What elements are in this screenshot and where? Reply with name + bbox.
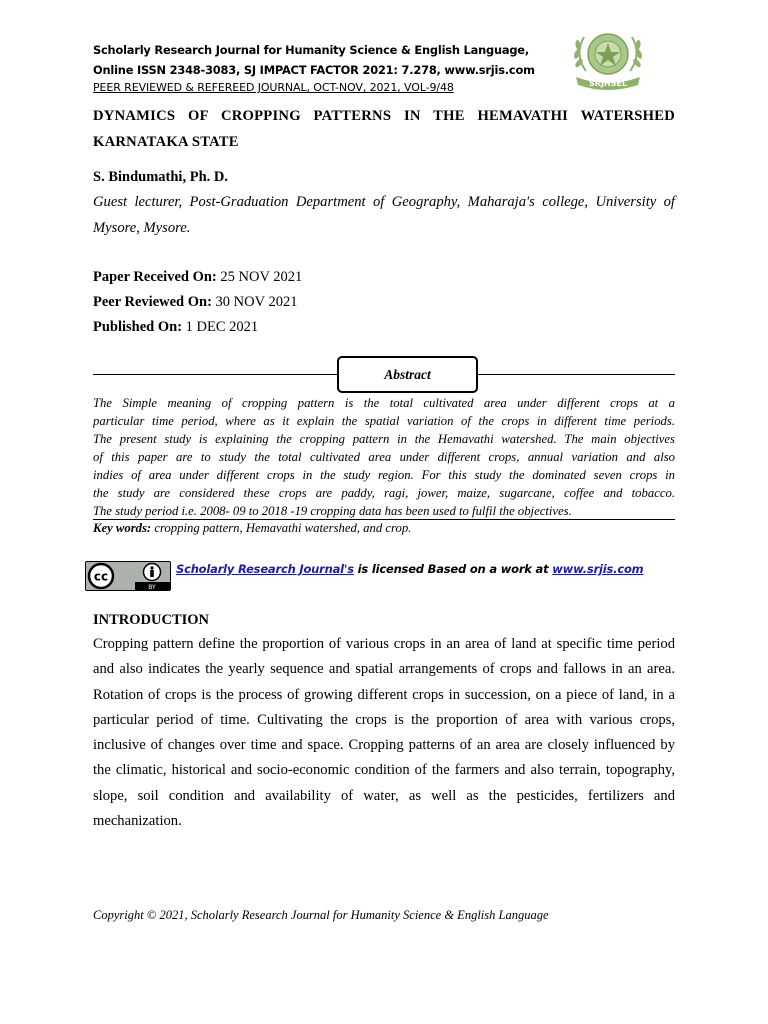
cc-badge-text: cc (93, 569, 109, 584)
published-label: Published On: (93, 319, 183, 335)
journal-issn: Online ISSN 2348-3083, SJ IMPACT FACTOR 2021: 7.278, www.srjis.com (93, 63, 535, 77)
abstract-line: The present study is explaining the cropping pattern in the Hemavathi watershed. The main objectives (93, 432, 675, 446)
published-date (93, 319, 258, 336)
license-notice (176, 562, 643, 576)
journal-license-link[interactable]: Scholarly Research Journal's (176, 562, 354, 576)
logo-text: SRJHSEL (589, 79, 627, 88)
license-middle-text: is licensed Based on a work at (353, 562, 553, 576)
abstract-heading: Abstract (337, 356, 478, 393)
abstract-bottom-rule (93, 519, 675, 520)
copyright-footer: Copyright © 2021, Scholarly Research Journal for Humanity Science & English Language (93, 908, 549, 922)
srjis-website-link[interactable]: www.srjis.com (552, 562, 644, 576)
abstract-line: of this paper are to study the total cultivated area under different crops, annual variation and also (93, 450, 675, 464)
reviewed-date (93, 294, 297, 311)
cc-by-badge[interactable] (85, 561, 171, 591)
published-value: 1 DEC 2021 (182, 319, 259, 335)
received-label: Paper Received On: (93, 269, 217, 285)
abstract-line: The study period i.e. 2008- 09 to 2018 -19 cropping data has been used to fulfil the objectives. (93, 504, 572, 518)
journal-seal-icon (566, 27, 650, 93)
reviewed-label: Peer Reviewed On: (93, 294, 212, 310)
reviewed-value: 30 NOV 2021 (211, 294, 298, 310)
received-value: 25 NOV 2021 (216, 269, 303, 285)
received-date (93, 269, 302, 286)
keywords (93, 521, 411, 536)
paper-title-line2: KARNATAKA STATE (93, 134, 239, 150)
abstract-body (93, 394, 675, 520)
abstract-line: The Simple meaning of cropping pattern is the total cultivated area under different crops at a (93, 396, 675, 410)
keywords-label: Key words: (93, 521, 152, 535)
abstract-line: particular time period, where as it explain the spatial variation of the crops in different time periods. (93, 414, 675, 428)
keywords-value: cropping pattern, Hemavathi watershed, and crop. (151, 521, 412, 535)
paper-title-line1: DYNAMICS OF CROPPING PATTERNS IN THE HEMAVATHI WATERSHED (93, 108, 675, 124)
author-name: S. Bindumathi, Ph. D. (93, 169, 228, 185)
introduction-heading: INTRODUCTION (93, 612, 210, 628)
journal-logo (566, 27, 650, 93)
abstract-line: indies of area under different crops in the study region. For this study the dominated seven crops in (93, 468, 675, 482)
journal-volume: PEER REVIEWED & REFEREED JOURNAL, OCT-NOV, 2021, VOL-9/48 (93, 81, 454, 94)
by-badge-text: BY (148, 584, 156, 591)
creative-commons-icon (85, 561, 171, 591)
abstract-line: the study are considered these crops are paddy, ragi, jower, maize, sugarcane, coffee and tobacco. (93, 486, 675, 500)
author-affiliation: Guest lecturer, Post-Graduation Department of Geography, Maharaja's college, University of Mysore, Mysore. (93, 194, 675, 236)
introduction-paragraph: Cropping pattern define the proportion of various crops in an area of land at specific time period and also indicates the yearly sequence and spatial arrangements of crops and fallows in an area. Rotation of crops is the process of growing different crops in succession, on a piece of land, in a particular period of time. Cultivating the crops is the proportion of area with various crops, inclusive of changes over time and space. Cropping patterns of an area are closely influenced by the climatic, historical and socio-economic condition of the farmers and also terrain, topography, slope, soil condition and availability of water, as well as the pesticides, fertilizers and mechanization. (93, 636, 675, 830)
journal-name: Scholarly Research Journal for Humanity Science & English Language, (93, 43, 529, 57)
